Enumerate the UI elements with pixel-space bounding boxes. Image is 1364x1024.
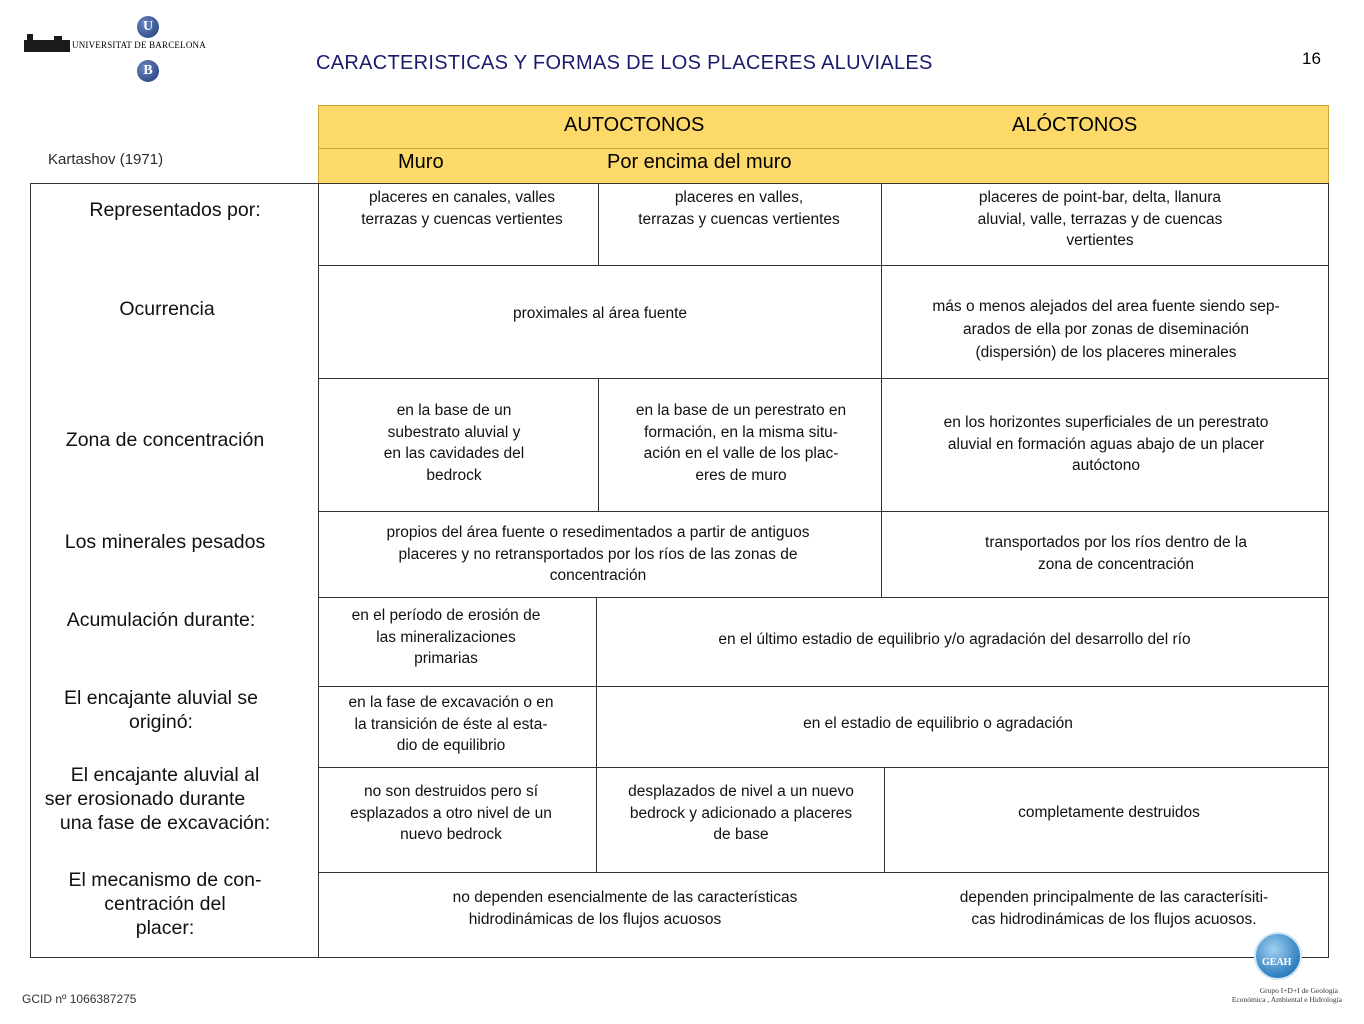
cell-divider [598,378,599,511]
university-skyline-logo [24,40,70,52]
row-label-ocurrencia: Ocurrencia [119,298,215,320]
cell-divider [596,767,597,872]
cell-representados-muro: placeres en canales, valles terrazas y cuencas vertientes [361,189,563,228]
header-aloctonos: ALÓCTONOS [1012,114,1138,136]
cell-minerales-autoctonos: propios del área fuente o resedimentados a partir de antiguos placeres y no retransportados por los ríos de las zonas de concentración [386,524,810,584]
cell-acumulacion-encima-aloctonos: en el último estadio de equilibrio y/o agradación del desarrollo del río [718,631,1191,648]
row-divider [318,378,1329,379]
row-label-representados: Representados por: [89,199,261,221]
cell-divider [881,265,882,378]
reference-citation: Kartashov (1971) [48,151,164,168]
cell-ocurrencia-autoctonos: proximales al área fuente [512,305,688,322]
row-divider [318,767,1329,768]
row-label-minerales-pesados: Los minerales pesados [64,531,266,553]
cell-encajante-erosionado-aloctonos: completamente destruidos [1018,804,1200,821]
cell-encajante-origino-muro: en la fase de excavación o en la transición de éste al esta- dio de equilibrio [348,694,554,754]
cell-divider [881,183,882,265]
cell-divider [884,767,885,872]
header-autoctonos: AUTOCTONOS [564,114,705,136]
row-divider [318,511,1329,512]
university-logo-letter-b: B [137,60,159,82]
cell-mecanismo-autoctonos: no dependen esencialmente de las características hidrodinámicas de los flujos acuosos [452,889,798,928]
cell-mecanismo-aloctonos: dependen principalmente de las caracterísiti- cas hidrodinámicas de los flujos acuosos. [959,889,1269,928]
header-muro: Muro [398,151,444,173]
row-label-mecanismo: El mecanismo de con- centración del placer: [68,869,262,939]
group-name-line1: Grupo I+D+I de Geología [1259,986,1338,995]
row-divider [318,686,1329,687]
page-title: CARACTERISTICAS Y FORMAS DE LOS PLACERES ALUVIALES [316,52,933,74]
cell-acumulacion-muro: en el período de erosión de las mineralizaciones primarias [351,607,541,667]
cell-encajante-erosionado-encima: desplazados de nivel a un nuevo bedrock y adicionado a placeres de base [628,783,854,843]
cell-divider [596,686,597,767]
geah-logo-text: GEAH [1262,957,1292,968]
row-label-zona-concentracion: Zona de concentración [65,429,265,451]
university-name: UNIVERSITAT DE BARCELONA [72,40,206,50]
cell-zona-muro: en la base de un subestrato aluvial y en las cavidades del bedrock [383,402,525,484]
cell-minerales-aloctonos: transportados por los ríos dentro de la zona de concentración [985,534,1247,573]
header-band-position [318,148,1329,184]
row-label-encajante-origino: El encajante aluvial se originó: [63,687,259,733]
gcid-identifier: GCID nº 1066387275 [22,992,137,1006]
column-divider-labels [318,183,319,958]
row-label-acumulacion: Acumulación durante: [66,609,256,631]
row-divider [318,597,1329,598]
cell-divider [881,378,882,511]
row-label-encajante-erosionado: El encajante aluvial al ser erosionado durante una fase de excavación: [44,764,271,834]
cell-divider [596,597,597,686]
university-logo-letter-u: U [137,16,159,38]
header-band-type [318,105,1329,149]
page-number: 16 [1302,49,1321,68]
cell-divider [881,511,882,597]
row-divider [318,265,1329,266]
header-por-encima-del-muro: Por encima del muro [607,151,792,173]
group-name-line2: Económica , Ambiental e Hidrología [1231,995,1342,1004]
cell-encajante-erosionado-muro: no son destruidos pero sí esplazados a otro nivel de un nuevo bedrock [350,783,552,843]
row-divider [318,872,1329,873]
cell-zona-aloctonos: en los horizontes superficiales de un perestrato aluvial en formación aguas abajo de un placer autóctono [943,414,1269,474]
cell-representados-encima: placeres en valles, terrazas y cuencas vertientes [638,189,840,228]
cell-encajante-origino-encima-aloctonos: en el estadio de equilibrio o agradación [803,715,1073,732]
cell-representados-aloctonos: placeres de point-bar, delta, llanura aluvial, valle, terrazas y de cuencas vertientes [977,189,1223,249]
cell-zona-encima: en la base de un perestrato en formación, en la misma situ- ación en el valle de los plac- eres de muro [635,402,847,484]
cell-ocurrencia-aloctonos: más o menos alejados del area fuente siendo sep- arados de ella por zonas de diseminación (dispersión) de los placeres minerales [932,298,1280,361]
geah-group-logo [1254,932,1302,980]
